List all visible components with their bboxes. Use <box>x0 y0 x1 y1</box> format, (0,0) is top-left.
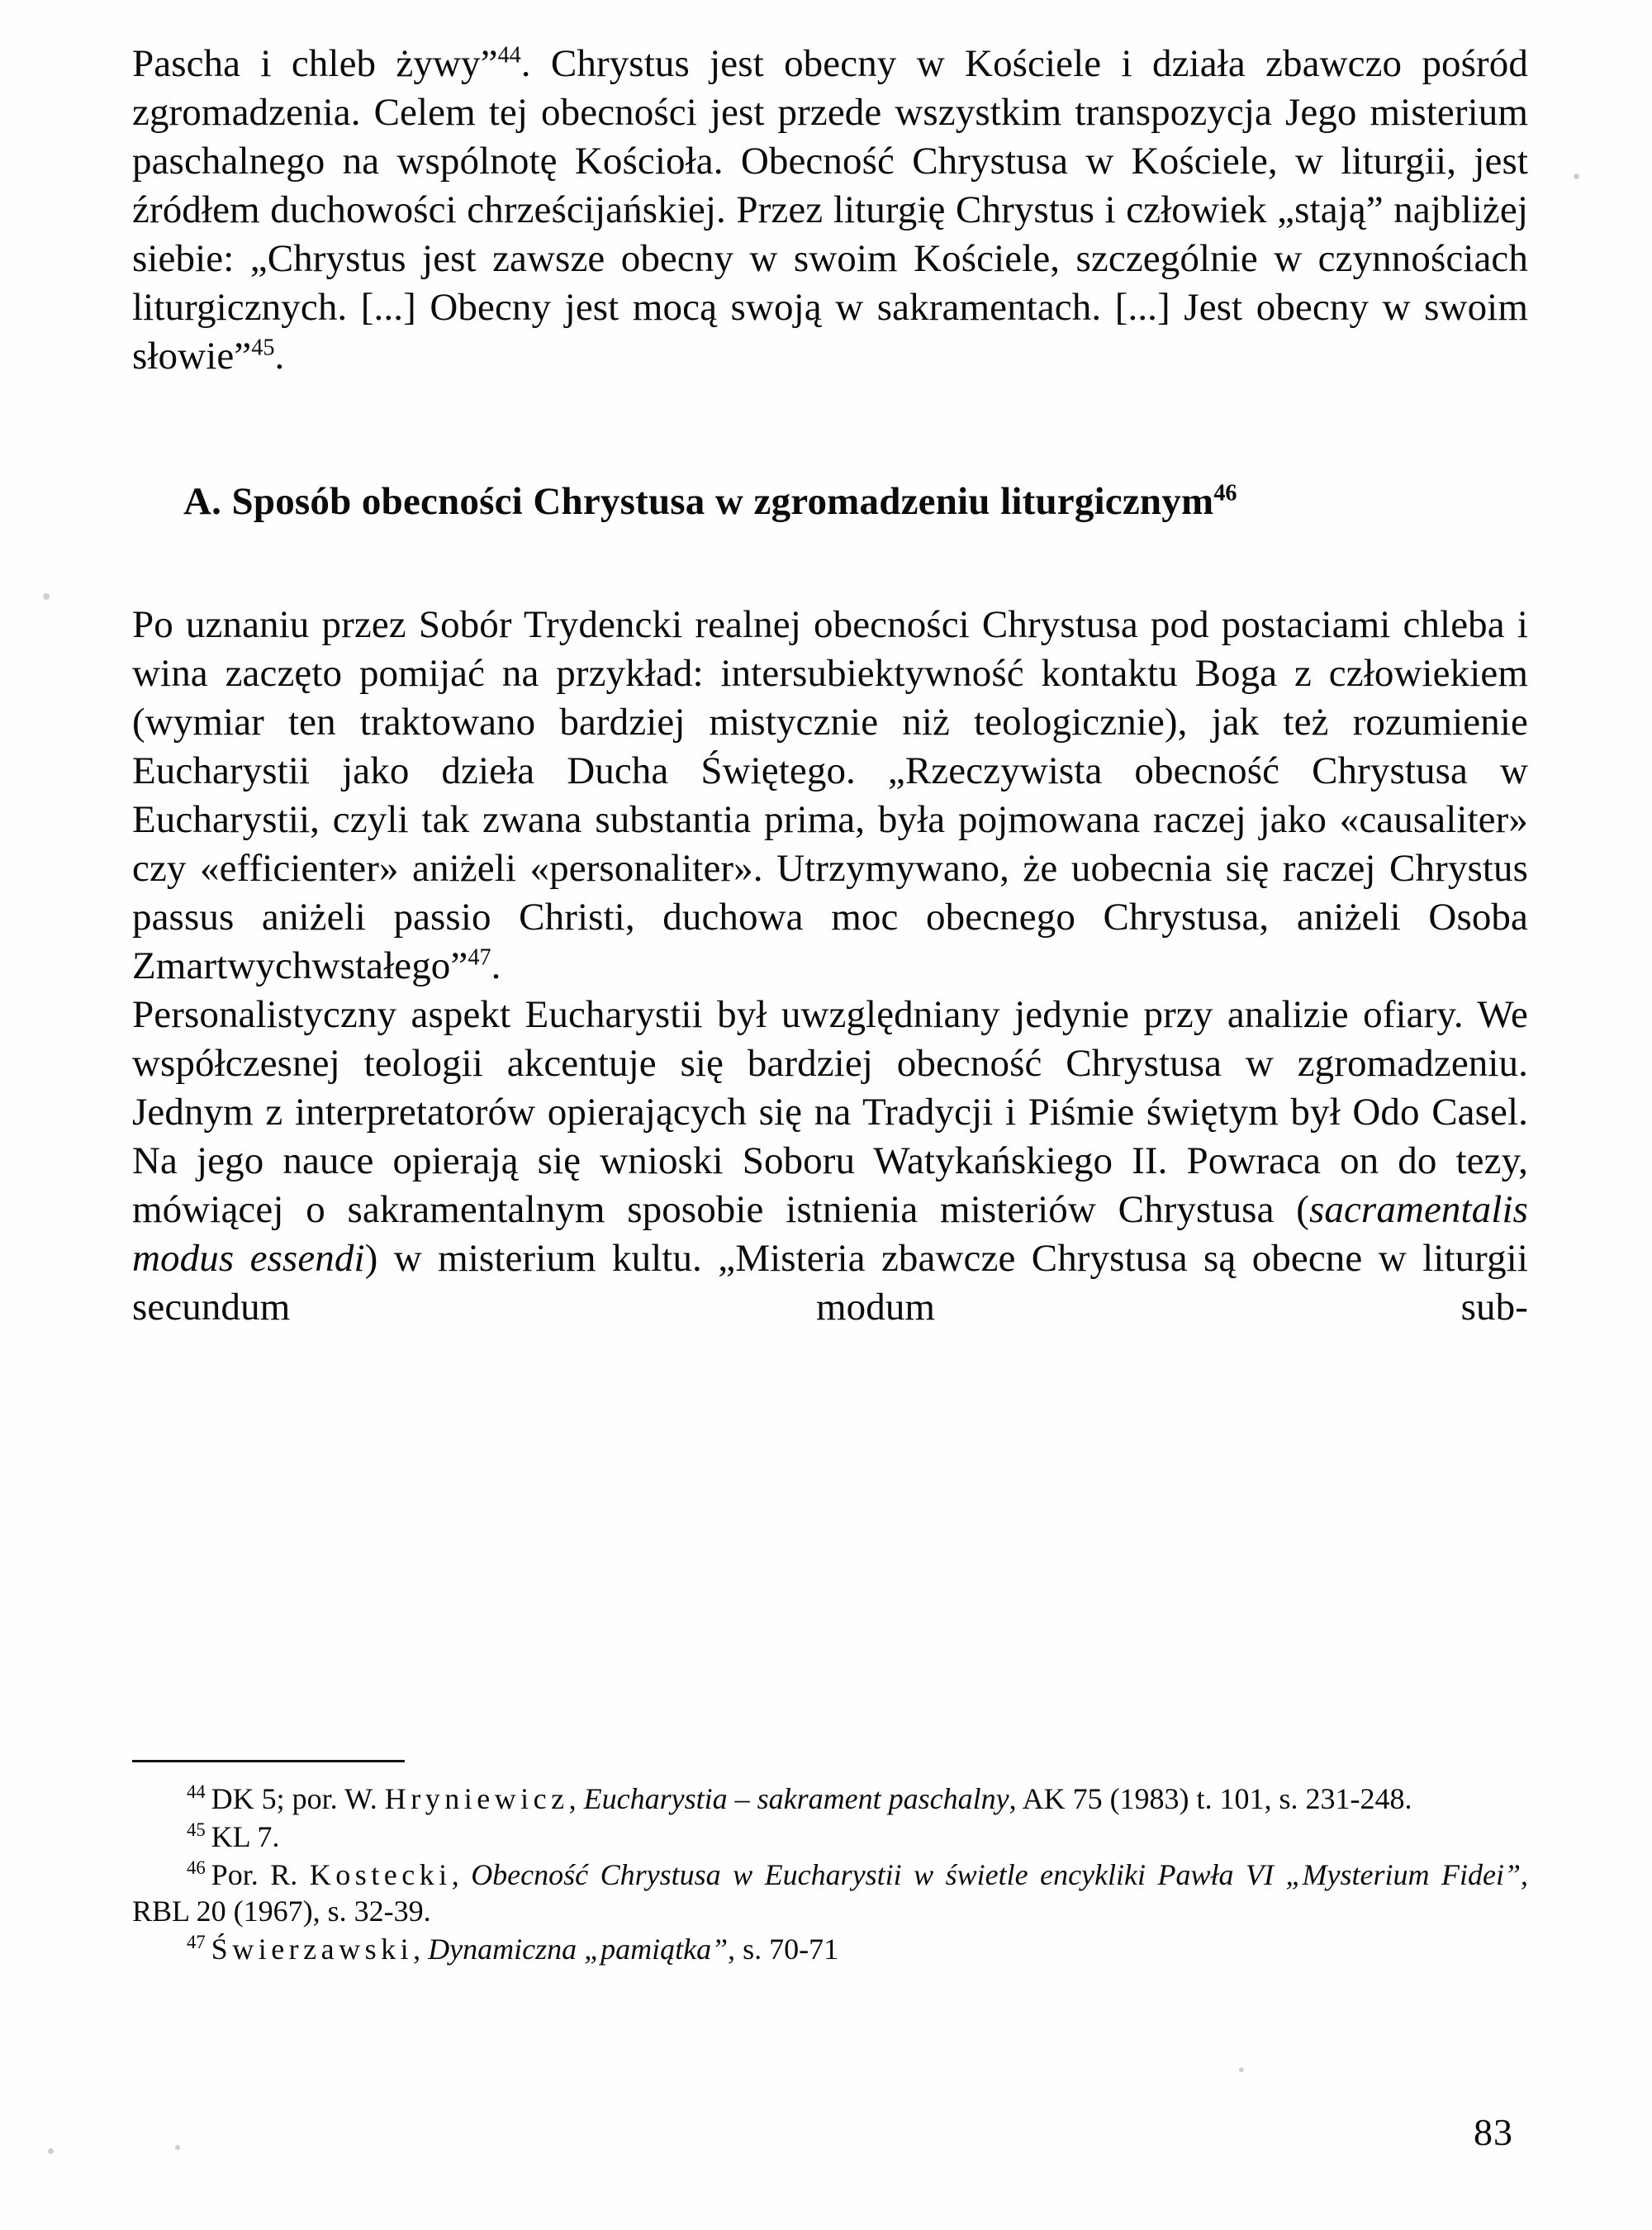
footnote-47-run-0: Świerzawski <box>211 1933 414 1966</box>
main-body <box>132 40 1528 1332</box>
spacer <box>132 381 1528 478</box>
footnote-list <box>132 1781 1528 1968</box>
paragraph-3-text-before: Personalistyczny aspekt Eucharystii był uwzględniany jedynie przy analizie ofiary. We współczesnej teologii akcentuje się bardziej obecność Chrystusa w zgromadzeniu. Jednym z interpretatorów opierających się na Tradycji i Piśmie świętym był Odo Casel. Na jego nauce opierają się wnioski Soboru Watykańskiego II. Powraca on do tezy, mówiącej o sakramentalnym sposobie istnienia misteriów Chrystusa ( <box>132 993 1528 1232</box>
paragraph-1-text-3: . <box>274 334 285 378</box>
scan-speckle <box>1574 174 1579 179</box>
footnote-number-47[interactable]: 47 <box>187 1932 206 1953</box>
footnote-46-run-0: Por. R. <box>211 1857 310 1891</box>
paragraph-2-text-2: . <box>491 944 501 988</box>
footnote-44-run-1: Hryniewicz <box>384 1782 569 1815</box>
scan-speckle <box>43 593 50 600</box>
footnote-45-run-0: KL 7. <box>211 1819 280 1853</box>
paragraph-3-text-after: ) w misterium kultu. „Misteria zbawcze Chrystusa są obecne w liturgii secundum modum sub- <box>132 1237 1528 1329</box>
footnote-47-run-3: , s. 70-71 <box>728 1933 839 1966</box>
footnote-44-run-0: DK 5; por. W. <box>211 1782 385 1815</box>
footnote-46-run-1: Kostecki <box>309 1857 452 1891</box>
footnote-number-45[interactable]: 45 <box>187 1819 206 1840</box>
footnote-reference-46[interactable]: 46 <box>1213 480 1237 506</box>
footnote-number-46[interactable]: 46 <box>187 1857 206 1878</box>
footnote-46-run-4: , RBL 20 (1967), s. 32-39. <box>132 1857 1528 1928</box>
footnote-reference-47[interactable]: 47 <box>468 944 491 971</box>
scan-speckle <box>48 2148 54 2154</box>
paragraph-2 <box>132 601 1528 991</box>
footnote-47-run-2: Dynamiczna „pamiątka” <box>428 1933 729 1966</box>
footnote-47-run-1: , <box>413 1933 429 1966</box>
paragraph-3 <box>132 991 1528 1332</box>
paragraph-1-text-1: Pascha i chleb żywy” <box>132 42 498 85</box>
paragraph-1 <box>132 40 1528 381</box>
footnote-47 <box>132 1931 1528 1968</box>
footnote-44-run-3: Eucharystia – sakrament paschalny <box>583 1782 1009 1815</box>
footnote-block <box>132 1760 1528 1969</box>
footnote-46-run-2: , <box>451 1857 472 1891</box>
footnote-number-44[interactable]: 44 <box>187 1781 206 1802</box>
footnote-reference-45[interactable]: 45 <box>251 335 275 361</box>
footnote-46-run-3: Obecność Chrystusa w Eucharystii w świetle encykliki Pawła VI „Mysterium Fidei” <box>471 1857 1521 1891</box>
paragraph-3-italic-term: sacramentalis modus essendi <box>132 1188 1528 1281</box>
paragraph-2-text: Po uznaniu przez Sobór Trydencki realnej obecności Chrystusa pod postaciami chleba i wina zaczęto pomijać na przykład: intersubiektywność kontaktu Boga z człowiekiem (wymiar ten traktowano bardziej mistycznie niż teologicznie), jak też rozumienie Eucharystii jako dzieła Ducha Świętego. „Rzeczywista obecność Chrystusa w Eucharystii, czyli tak zwana substantia prima, była pojmowana raczej jako «causaliter» czy «efficienter» aniżeli «personaliter». Utrzymywano, że uobecnia się raczej Chrystus passus aniżeli passio Christi, duchowa moc obecnego Chrystusa, aniżeli Osoba Zmartwychwstałego” <box>132 603 1528 988</box>
footnote-44-run-4: , AK 75 (1983) t. 101, s. 231-248. <box>1009 1782 1412 1815</box>
footnote-44 <box>132 1781 1528 1818</box>
footnote-44-run-2: , <box>568 1782 584 1815</box>
footnote-separator-rule <box>132 1760 405 1762</box>
footnote-reference-44[interactable]: 44 <box>497 42 521 69</box>
page-number: 83 <box>1474 2111 1513 2153</box>
spacer <box>132 525 1528 601</box>
footnote-46 <box>132 1857 1528 1931</box>
section-heading <box>132 478 1528 525</box>
paragraph-1-text-2: . Chrystus jest obecny w Kościele i działa zbawczo pośród zgromadzenia. Celem tej obecności jest przede wszystkim transpozycja Jego misterium paschalnego na wspólnotę Kościoła. Obecność Chrystusa w Kościele, w liturgii, jest źródłem duchowości chrześcijańskiej. Przez liturgię Chrystus i człowiek „stają” najbliżej siebie: „Chrystus jest zawsze obecny w swoim Kościele, szczególnie w czynnościach liturgicznych. [...] Obecny jest mocą swoją w sakramentach. [...] Jest obecny w swoim słowie” <box>132 42 1528 378</box>
section-heading-label: A. Sposób obecności Chrystusa w zgromadzeniu liturgicznym <box>183 479 1214 523</box>
footnote-45 <box>132 1819 1528 1856</box>
